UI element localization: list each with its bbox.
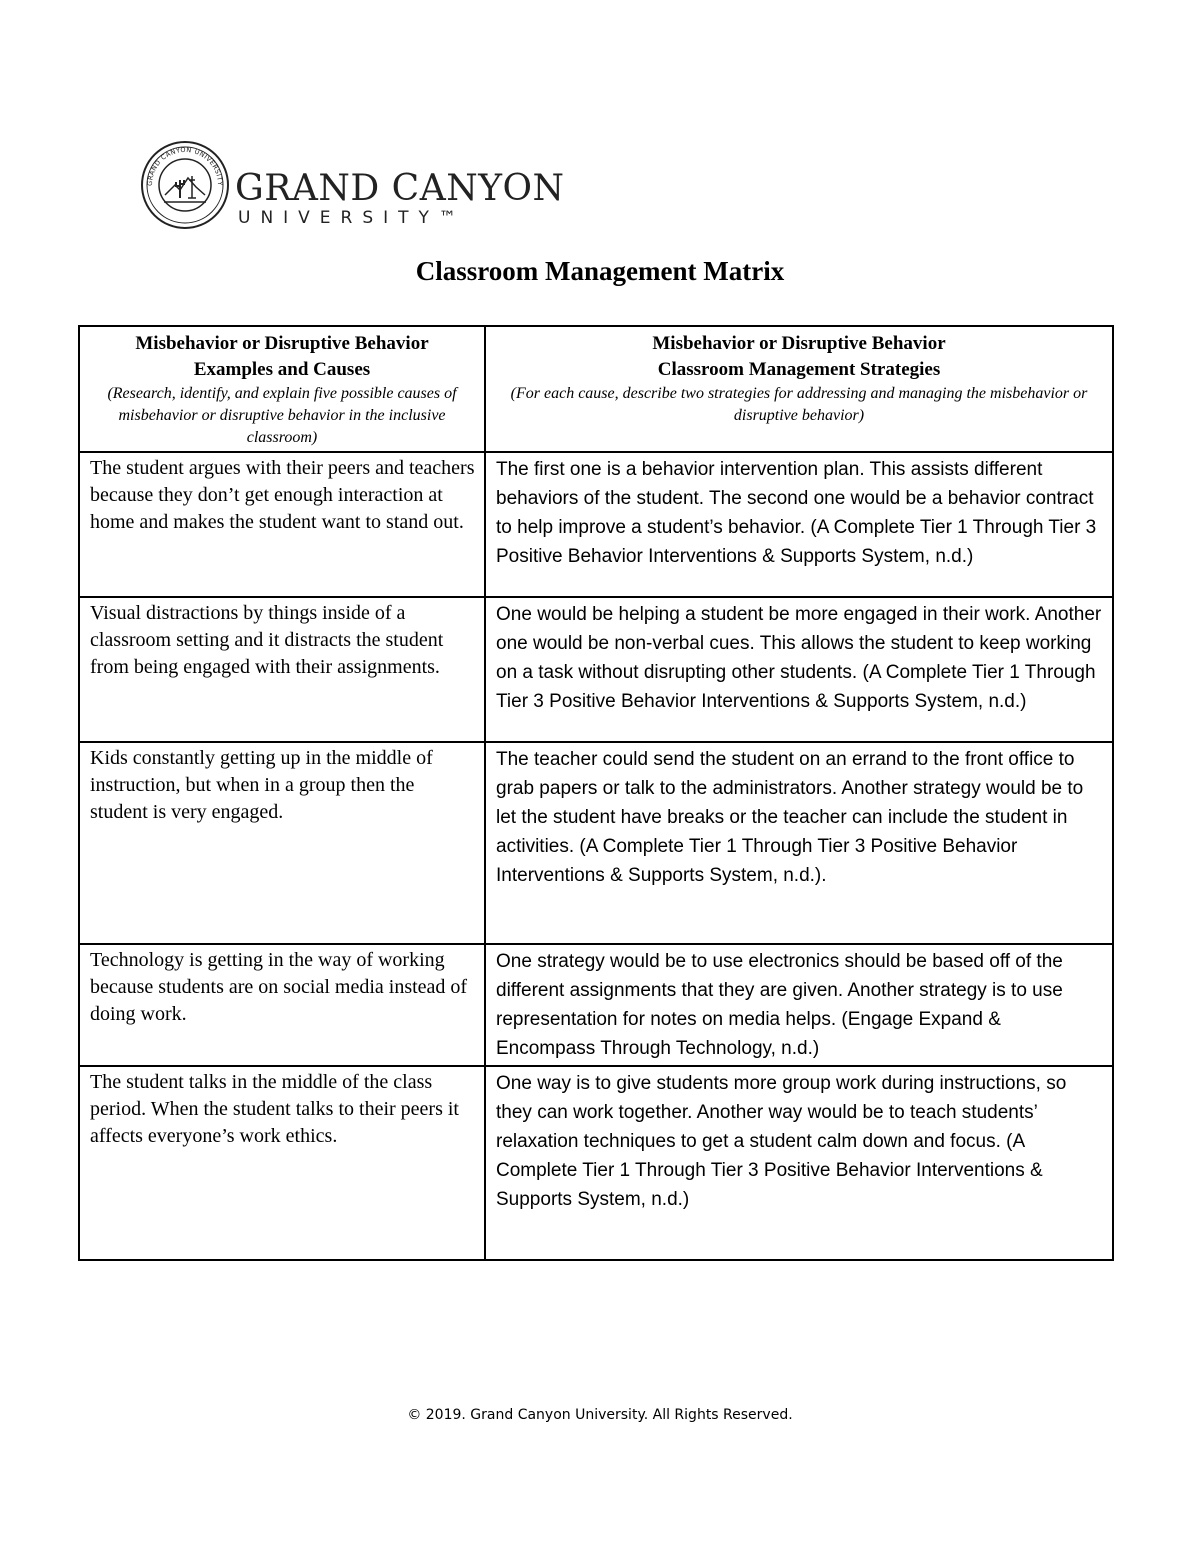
strategy-cell: One would be helping a student be more engaged in their work. Another one would be non-verbal cues. This allows the student to keep working on a task without disrupting other students. (A Complete Tier 1 Through Tier 3 Positive Behavior Interventions & Supports System, n.d.)	[485, 597, 1113, 742]
table-row	[79, 1066, 1113, 1260]
matrix-table	[78, 325, 1114, 1261]
university-seal-icon	[140, 140, 230, 230]
header-title: Misbehavior or Disruptive Behavior	[135, 333, 429, 354]
header-title: Misbehavior or Disruptive Behavior	[652, 333, 946, 354]
header-instructions: (Research, identify, and explain five possible causes of misbehavior or disruptive behavior in the inclusive classroom)	[107, 385, 457, 446]
table-row	[79, 742, 1113, 944]
cause-cell: Technology is getting in the way of working because students are on social media instead of doing work.	[79, 944, 485, 1066]
page-title: Classroom Management Matrix	[415, 256, 785, 286]
logo-wordmark: GRAND CANYON	[235, 168, 565, 209]
logo-subtitle: UNIVERSITY™	[238, 208, 466, 228]
table-row	[79, 944, 1113, 1066]
header-subtitle: Examples and Causes	[193, 359, 371, 380]
strategy-cell: The first one is a behavior intervention plan. This assists different behaviors of the student. The second one would be a behavior contract to help improve a student’s behavior. (A Complete Tier 1 Through Tier 3 Positive Behavior Interventions & Supports System, n.d.)	[485, 452, 1113, 597]
table-header-row	[79, 326, 1113, 452]
header-subtitle: Classroom Management Strategies	[657, 359, 941, 380]
table-row	[79, 452, 1113, 597]
header-cell-strategies	[485, 326, 1113, 452]
header-cell-causes	[79, 326, 485, 452]
cause-cell: Kids constantly getting up in the middle of instruction, but when in a group then the student is very engaged.	[79, 742, 485, 944]
cause-cell: Visual distractions by things inside of a classroom setting and it distracts the student from being engaged with their assignments.	[79, 597, 485, 742]
cause-cell: The student talks in the middle of the class period. When the student talks to their peers it affects everyone’s work ethics.	[79, 1066, 485, 1260]
copyright-footer: © 2019. Grand Canyon University. All Rights Reserved.	[407, 1407, 793, 1423]
cause-cell: The student argues with their peers and teachers because they don’t get enough interaction at home and makes the student want to stand out.	[79, 452, 485, 597]
university-logo	[140, 140, 565, 230]
svg-text:GRAND CANYON UNIVERSITY: GRAND CANYON UNIVERSITY	[145, 145, 225, 187]
strategy-cell: The teacher could send the student on an errand to the front office to grab papers or talk to the administrators. Another strategy would be to let the student have breaks or the teacher can include the student in activities. (A Complete Tier 1 Through Tier 3 Positive Behavior Interventions & Supports System, n.d.).	[485, 742, 1113, 944]
strategy-cell: One way is to give students more group work during instructions, so they can work together. Another way would be to teach students’ relaxation techniques to get a student calm down and focus. (A Complete Tier 1 Through Tier 3 Positive Behavior Interventions & Supports System, n.d.)	[485, 1066, 1113, 1260]
strategy-cell: One strategy would be to use electronics should be based off of the different assignments that they are given. Another strategy is to use representation for notes on media helps. (Engage Expand & Encompass Through Technology, n.d.)	[485, 944, 1113, 1066]
header-instructions: (For each cause, describe two strategies for addressing and managing the misbehavior or disruptive behavior)	[510, 385, 1088, 424]
table-row	[79, 597, 1113, 742]
